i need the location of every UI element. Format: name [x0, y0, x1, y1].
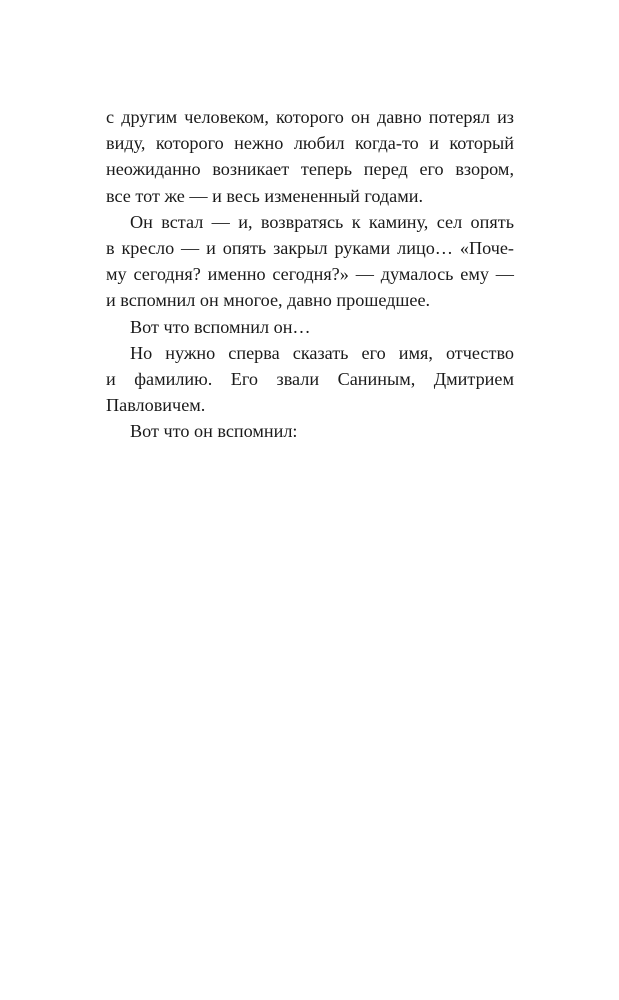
- text-line: и вспомнил он многое, давно прошедшее.: [106, 290, 431, 311]
- body-text: [106, 104, 514, 444]
- text-line: Он встал — и, возвратясь к камину, сел опять: [130, 211, 514, 232]
- text-line: в кресло — и опять закрыл руками лицо… «Поче-: [106, 237, 514, 258]
- text-line: Но нужно сперва сказать его имя, отчество: [130, 342, 514, 363]
- text-line: виду, которого нежно любил когда-то и который: [106, 133, 514, 154]
- text-line: все тот же — и весь измененный годами.: [106, 185, 424, 206]
- text-line: и фамилию. Его звали Саниным, Дмитрием: [106, 368, 514, 389]
- text-line: Вот что вспомнил он…: [130, 316, 311, 337]
- text-line: Павловичем.: [106, 395, 206, 416]
- text-line: му сегодня? именно сегодня?» — думалось ему —: [106, 264, 514, 285]
- text-line: Вот что он вспомнил:: [130, 421, 298, 442]
- text-line: с другим человеком, которого он давно потерял из: [106, 107, 514, 127]
- text-line: неожиданно возникает теперь перед его взором,: [106, 159, 514, 180]
